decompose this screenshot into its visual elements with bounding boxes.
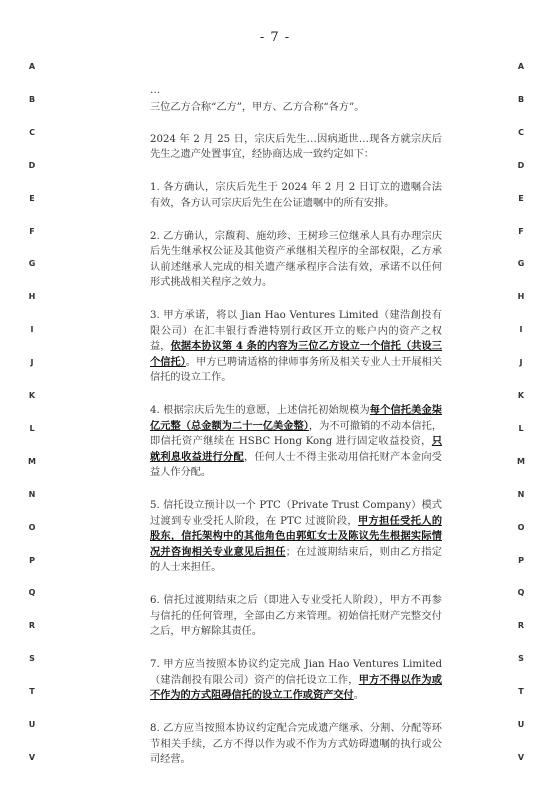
margin-letter-left: V [28, 752, 36, 762]
margin-letter-right: T [518, 687, 524, 697]
margin-letter-left: D [28, 160, 36, 170]
margin-letter-right: M [517, 456, 525, 466]
clause-text: ，任何人士不得主张动用信托财产本金向受益人作分配。 [150, 451, 442, 478]
clause-7 [150, 657, 442, 704]
margin-letter-right: G [517, 259, 525, 269]
clause-5 [150, 498, 442, 576]
margin-letter-left: L [29, 423, 35, 433]
margin-letter-right: Q [517, 588, 525, 598]
margin-letter-left: R [28, 621, 36, 631]
emphasized-text: 甲方不得以作为或不作为的方式阻碍信托的设立工作或资产交付 [150, 673, 442, 701]
margin-letter-right: C [518, 127, 524, 137]
margin-letter-right: O [517, 522, 525, 532]
margin-letter-left: N [28, 489, 36, 499]
clause-8 [150, 721, 442, 768]
page-number: - 7 - [259, 30, 291, 45]
margin-letter-right: H [517, 292, 525, 302]
margin-letter-right: L [518, 423, 524, 433]
margin-letter-left: B [28, 94, 36, 104]
margin-letter-right: N [517, 489, 525, 499]
clause-text: 。 [353, 690, 364, 701]
margin-letter-right: K [517, 391, 525, 400]
margin-letter-left: G [28, 259, 36, 269]
right-margin-letters [513, 0, 529, 777]
preamble-paragraph: 2024 年 2 月 25 日，宗庆后先生…因病逝世…现各方就宗庆后先生之遗产处置事宜，经协商达成一致约定如下： [150, 133, 442, 160]
clause-text: ；在过渡期结束后，则由乙方指定的人士来担任。 [150, 546, 442, 573]
emphasized-text: 依据本协议第 4 条的内容为三位乙方设立一个信托（共设三个信托） [150, 340, 442, 368]
clause-text: 4. 根据宗庆后先生的意愿，上述信托初始规模为 [150, 405, 370, 416]
margin-letter-right: E [518, 193, 524, 203]
clause-1 [150, 180, 442, 211]
clause-3 [150, 308, 442, 386]
clause-text: 7. 甲方应当按照本协议约定完成 Jian Hao Ventures Limited（建浩創投有限公司）资产的信托设立工作， [150, 659, 442, 686]
emphasized-text: 每个信托美金柒亿元整（总金额为二十一亿美金整） [150, 404, 442, 432]
margin-letter-right: I [519, 325, 523, 335]
margin-letter-left: O [28, 522, 36, 532]
margin-letter-right: R [517, 621, 525, 631]
margin-letter-left: U [28, 720, 36, 729]
margin-letter-right: A [517, 62, 525, 71]
margin-letter-left: A [28, 62, 36, 71]
emphasized-text: 甲方担任受托人的股东，信托架构中的其他角色由郭虹女士及陈议先生根据实际情况并咨询相关专业意见后担任 [150, 514, 443, 558]
clause-text: 8. 乙方应当按照本协议约定配合完成遗产继承、分割、分配等环节相关手续，乙方不得以作为或不作为方式妨碍遗嘱的执行或公司经营。 [150, 723, 442, 765]
margin-letter-left: C [29, 127, 35, 137]
margin-letter-right: P [518, 555, 524, 565]
margin-letter-left: I [30, 325, 34, 335]
clause-text: 3. 甲方承诺，将以 Jian Hao Ventures Limited（建浩創投有限公司）在汇丰银行香港特别行政区开立的账户内的资产之权益， [150, 310, 442, 352]
margin-letter-right: S [518, 654, 524, 664]
clause-6 [150, 593, 442, 640]
clause-4 [150, 403, 442, 481]
margin-letter-left: H [28, 292, 36, 302]
clause-text: 。甲方已聘请适格的律师事务所及相关专业人士开展相关信托的设立工作。 [150, 356, 442, 383]
clause-2 [150, 229, 442, 291]
left-margin-letters [24, 0, 40, 777]
clause-text: 1. 各方确认，宗庆后先生于 2024 年 2 月 2 日订立的遗嘱合法有效，各方认可宗庆后先生在公证遗嘱中的所有安排。 [150, 182, 442, 209]
margin-letter-right: F [518, 226, 524, 236]
margin-letter-right: V [517, 752, 525, 762]
clause-text: 6. 信托过渡期结束之后（即进入专业受托人阶段），甲方不再参与信托的任何管理，全部由乙方来管理。初始信托财产完整交付之后，甲方解除其责任。 [150, 595, 442, 637]
margin-letter-right: U [517, 720, 525, 729]
margin-letter-left: M [28, 456, 36, 466]
margin-letter-left: F [29, 226, 35, 236]
clause-text: 5. 信托设立预计以一个 PTC（Private Trust Company）模式过渡到专业受托人阶段，在 PTC 过渡阶段， [150, 500, 442, 527]
clause-list [150, 180, 442, 768]
margin-letter-left: Q [28, 588, 36, 598]
margin-letter-left: T [29, 687, 35, 697]
clause-text: 2. 乙方确认，宗馥莉、施幼珍、王树珍三位继承人具有办理宗庆后先生继承权公证及其他资产承继相关程序的全部权限，乙方承认前述继承人完成的相关遗产继承程序合法有效，承诺不以任何形式挑战相关程序之效力。 [150, 230, 442, 288]
margin-letter-left: J [30, 358, 34, 368]
ellipsis: … [150, 85, 161, 96]
margin-letter-left: K [28, 391, 36, 400]
document-body [150, 84, 442, 785]
margin-letter-left: S [29, 654, 35, 664]
margin-letter-left: E [29, 193, 35, 203]
margin-letter-right: J [519, 358, 523, 368]
clause-text: ，为不可撤销的不动本信托，即信托资产继续在 HSBC Hong Kong 进行固定收益投资， [150, 420, 443, 447]
parties-definition: 三位乙方合称“乙方”，甲方、乙方合称“各方”。 [150, 102, 365, 113]
margin-letter-right: D [517, 160, 525, 170]
emphasized-text: 只就利息收益进行分配 [150, 435, 442, 463]
margin-letter-right: B [517, 94, 525, 104]
margin-letter-left: P [29, 555, 35, 565]
